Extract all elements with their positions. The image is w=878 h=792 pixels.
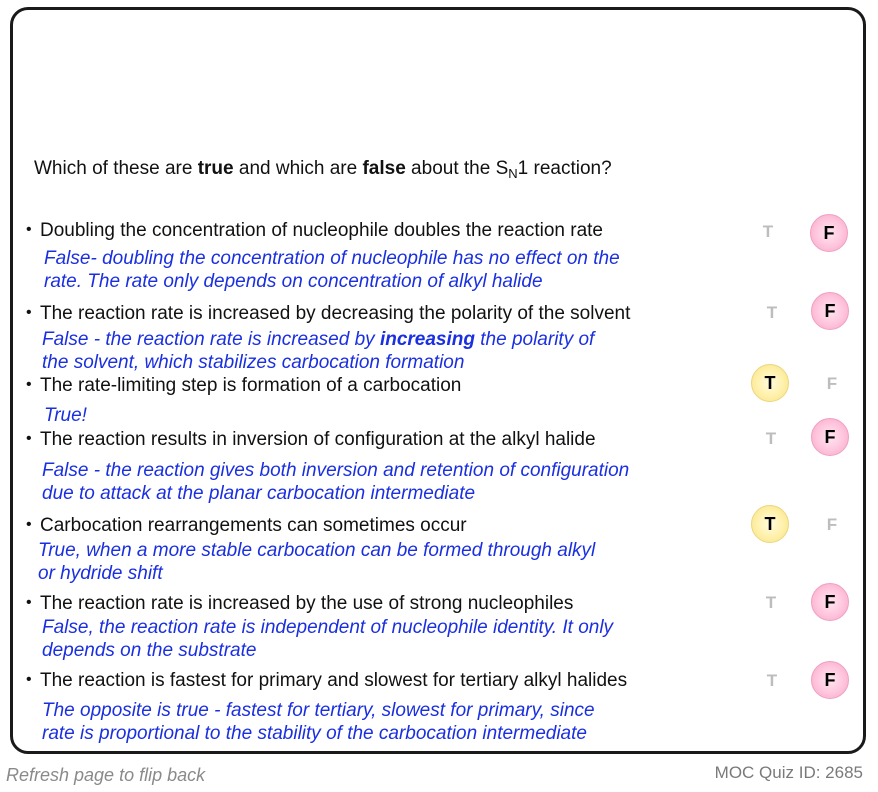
true-option-1[interactable]: T (762, 222, 774, 241)
statement-6: • The reaction rate is increased by the use of strong nucleophiles (26, 593, 574, 614)
question-text: Which of these are true and which are false about the $S_N1$ reaction? (34, 158, 612, 181)
statement-3: • The rate-limiting step is formation of a carbocation (26, 375, 462, 396)
true-option-4[interactable]: T (765, 429, 777, 448)
statement-4: • The reaction results in inversion of configuration at the alkyl halide (26, 429, 596, 450)
explanation-4: False - the reaction gives both inversion and retention of configuration due to attack at the planar carbocation intermediate (42, 460, 630, 504)
statement-1: • Doubling the concentration of nucleophile doubles the reaction rate (26, 220, 603, 241)
true-selected-badge-5[interactable]: T (751, 505, 789, 543)
true-option-2[interactable]: T (766, 303, 778, 322)
explanation-3: True! (44, 405, 87, 426)
false-option-5[interactable]: F (826, 515, 838, 534)
true-option-6[interactable]: T (765, 593, 777, 612)
true-selected-badge-3[interactable]: T (751, 364, 789, 402)
false-selected-badge-4[interactable]: F (811, 418, 849, 456)
statement-7: • The reaction is fastest for primary and slowest for tertiary alkyl halides (26, 670, 628, 691)
false-selected-badge-1[interactable]: F (810, 214, 848, 252)
false-selected-badge-7[interactable]: F (811, 661, 849, 699)
refresh-hint: Refresh page to flip back (6, 765, 206, 785)
explanation-6: False, the reaction rate is independent of nucleophile identity. It only depends on the substrate (42, 617, 614, 661)
false-selected-badge-6[interactable]: F (811, 583, 849, 621)
statement-2: • The reaction rate is increased by decreasing the polarity of the solvent (26, 303, 631, 324)
false-option-3[interactable]: F (826, 374, 838, 393)
true-option-7[interactable]: T (766, 671, 778, 690)
statement-5: • Carbocation rearrangements can sometimes occur (26, 515, 467, 536)
explanation-2: False - the reaction rate is increased by increasing the polarity of the solvent, which stabilizes carbocation formation (42, 329, 595, 373)
explanation-7: The opposite is true - fastest for tertiary, slowest for primary, since rate is proportional to the stability of the carbocation intermediate (42, 700, 595, 744)
false-selected-badge-2[interactable]: F (811, 292, 849, 330)
explanation-5: True, when a more stable carbocation can be formed through alkyl or hydride shift (38, 540, 596, 584)
quiz-id-label: MOC Quiz ID: 2685 (714, 763, 863, 782)
explanation-1: False- doubling the concentration of nucleophile has no effect on the rate. The rate only depends on concentration of alkyl halide (44, 248, 620, 292)
